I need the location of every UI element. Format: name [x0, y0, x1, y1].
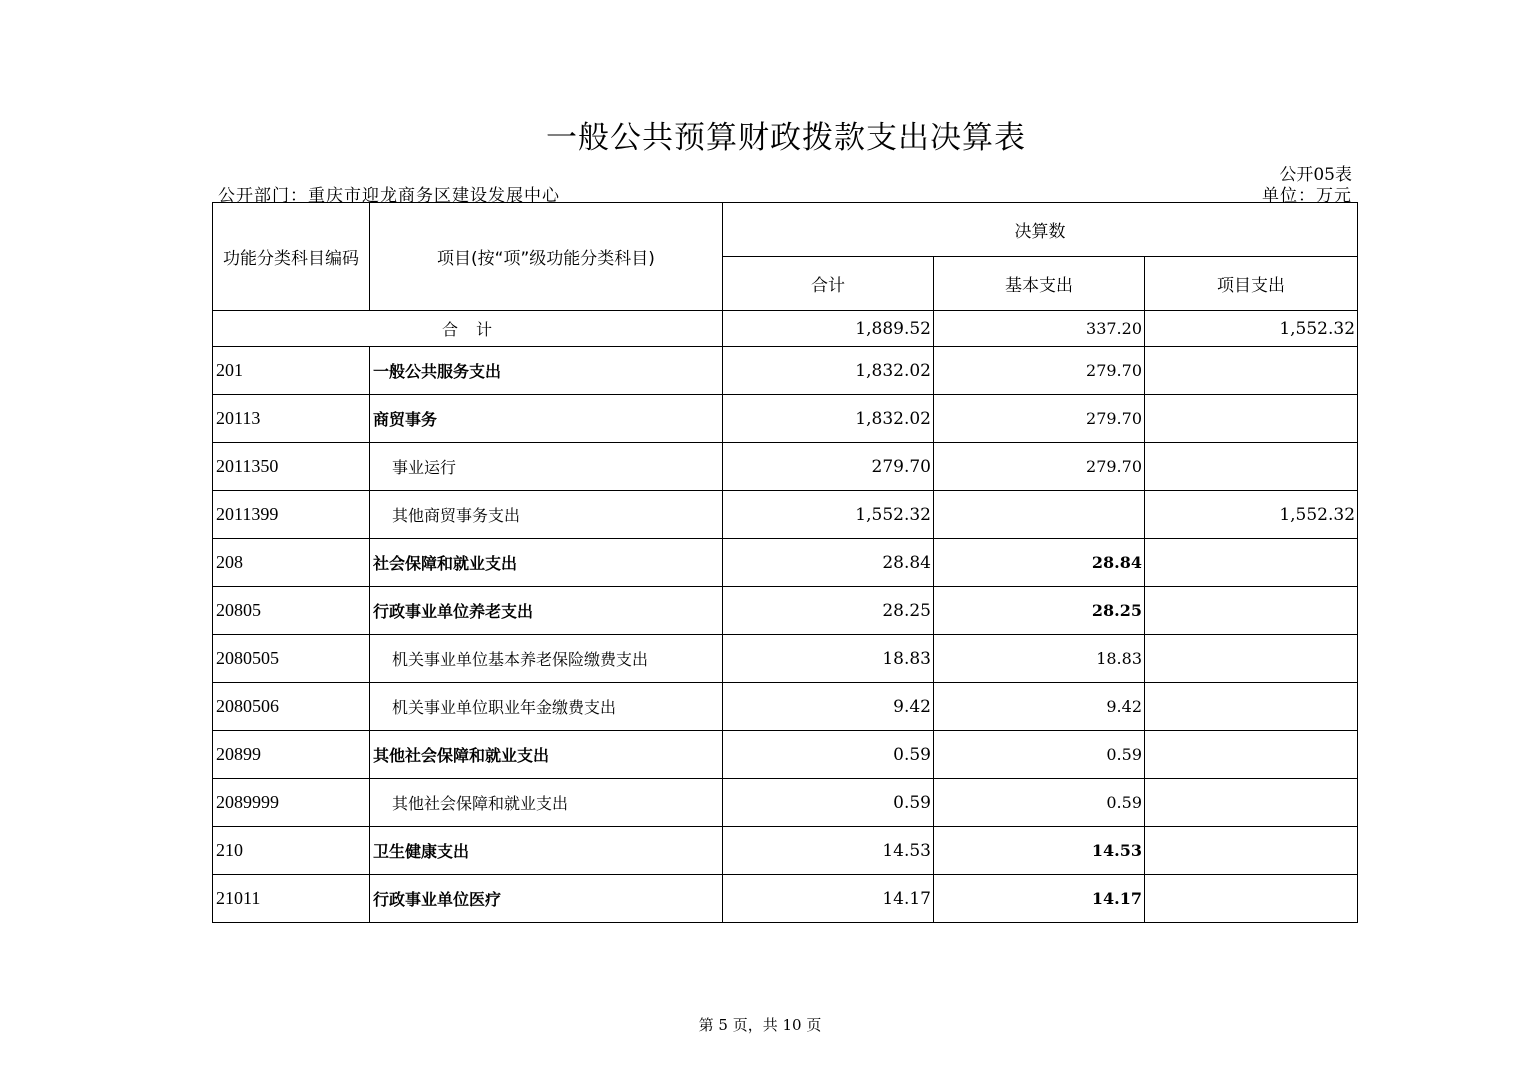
total-total: 1,889.52 — [723, 311, 934, 347]
cell-code: 2080506 — [213, 683, 370, 731]
cell-total: 0.59 — [723, 731, 934, 779]
header-basic: 基本支出 — [934, 257, 1145, 311]
cell-code: 20113 — [213, 395, 370, 443]
table-row — [213, 827, 1358, 875]
cell-project — [1145, 731, 1358, 779]
cell-code: 21011 — [213, 875, 370, 923]
total-basic: 337.20 — [934, 311, 1145, 347]
unit-label: 单位：万元 — [1262, 186, 1352, 206]
cell-project — [1145, 395, 1358, 443]
cell-total: 14.53 — [723, 827, 934, 875]
cell-name: 卫生健康支出 — [370, 827, 723, 875]
cell-total: 18.83 — [723, 635, 934, 683]
table-row — [213, 587, 1358, 635]
cell-code: 210 — [213, 827, 370, 875]
form-number: 公开05表 — [1279, 165, 1352, 185]
cell-name: 一般公共服务支出 — [370, 347, 723, 395]
cell-total: 28.84 — [723, 539, 934, 587]
cell-code: 2089999 — [213, 779, 370, 827]
cell-total: 279.70 — [723, 443, 934, 491]
table-row — [213, 635, 1358, 683]
cell-project — [1145, 827, 1358, 875]
cell-total: 28.25 — [723, 587, 934, 635]
table-row — [213, 539, 1358, 587]
cell-basic: 14.17 — [934, 875, 1145, 923]
cell-basic: 279.70 — [934, 395, 1145, 443]
cell-name: 行政事业单位养老支出 — [370, 587, 723, 635]
total-project: 1,552.32 — [1145, 311, 1358, 347]
cell-project — [1145, 347, 1358, 395]
cell-total: 1,832.02 — [723, 395, 934, 443]
cell-project — [1145, 443, 1358, 491]
header-group: 决算数 — [723, 203, 1358, 257]
cell-code: 20805 — [213, 587, 370, 635]
cell-name: 商贸事务 — [370, 395, 723, 443]
header-project: 项目支出 — [1145, 257, 1358, 311]
cell-project — [1145, 683, 1358, 731]
cell-name: 社会保障和就业支出 — [370, 539, 723, 587]
cell-project — [1145, 635, 1358, 683]
cell-name: 其他社会保障和就业支出 — [370, 731, 723, 779]
cell-code: 20899 — [213, 731, 370, 779]
cell-basic: 9.42 — [934, 683, 1145, 731]
cell-code: 2080505 — [213, 635, 370, 683]
cell-name: 其他商贸事务支出 — [370, 491, 723, 539]
cell-total: 14.17 — [723, 875, 934, 923]
cell-basic: 18.83 — [934, 635, 1145, 683]
page-footer: 第 5 页，共 10 页 — [698, 1016, 822, 1034]
cell-total: 1,832.02 — [723, 347, 934, 395]
cell-total: 9.42 — [723, 683, 934, 731]
cell-code: 201 — [213, 347, 370, 395]
total-label: 合 计 — [213, 311, 723, 347]
cell-name: 机关事业单位职业年金缴费支出 — [370, 683, 723, 731]
cell-name: 事业运行 — [370, 443, 723, 491]
table-row — [213, 779, 1358, 827]
cell-basic: 28.84 — [934, 539, 1145, 587]
cell-code: 2011350 — [213, 443, 370, 491]
header-total: 合计 — [723, 257, 934, 311]
cell-name: 其他社会保障和就业支出 — [370, 779, 723, 827]
cell-project — [1145, 779, 1358, 827]
table-row — [213, 443, 1358, 491]
cell-basic: 279.70 — [934, 347, 1145, 395]
table-row — [213, 683, 1358, 731]
cell-name: 机关事业单位基本养老保险缴费支出 — [370, 635, 723, 683]
total-row — [213, 311, 1358, 347]
table-row — [213, 491, 1358, 539]
cell-basic — [934, 491, 1145, 539]
cell-basic: 0.59 — [934, 779, 1145, 827]
cell-basic: 28.25 — [934, 587, 1145, 635]
cell-basic: 279.70 — [934, 443, 1145, 491]
cell-code: 208 — [213, 539, 370, 587]
expenditure-table — [212, 202, 1358, 923]
table-row — [213, 395, 1358, 443]
page-title: 一般公共预算财政拨款支出决算表 — [546, 120, 1026, 156]
table-row — [213, 875, 1358, 923]
cell-project — [1145, 587, 1358, 635]
cell-project — [1145, 875, 1358, 923]
cell-total: 0.59 — [723, 779, 934, 827]
cell-basic: 14.53 — [934, 827, 1145, 875]
cell-name: 行政事业单位医疗 — [370, 875, 723, 923]
header-item: 项目(按“项”级功能分类科目) — [370, 203, 723, 311]
cell-project — [1145, 539, 1358, 587]
cell-total: 1,552.32 — [723, 491, 934, 539]
header-code: 功能分类科目编码 — [213, 203, 370, 311]
cell-basic: 0.59 — [934, 731, 1145, 779]
cell-code: 2011399 — [213, 491, 370, 539]
cell-project: 1,552.32 — [1145, 491, 1358, 539]
table-row — [213, 347, 1358, 395]
department-label: 公开部门：重庆市迎龙商务区建设发展中心 — [218, 186, 560, 206]
table-row — [213, 731, 1358, 779]
